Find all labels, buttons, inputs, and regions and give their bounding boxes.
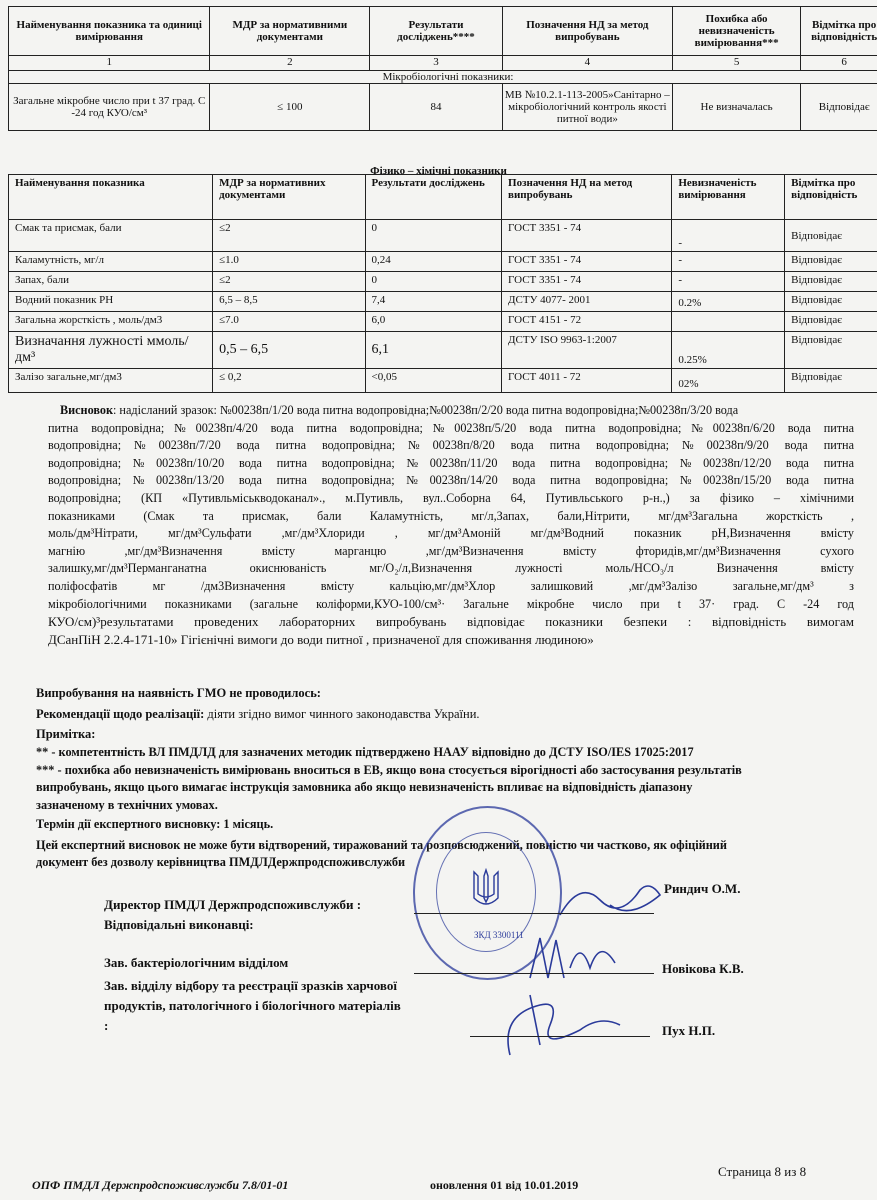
column-number: 4 (502, 56, 672, 71)
table-header-row (9, 175, 877, 220)
bacteriology-head-title: Зав. бактеріологічним відділом (104, 955, 289, 970)
sampling-head-title-line: продуктів, патологічного і біологічного матеріалів (104, 998, 401, 1013)
header-cell: Результати досліджень (365, 175, 501, 220)
error-value: - (672, 272, 785, 292)
conclusion-line: мікробіологічними показниками (загальне коліформи,КУО-100/см³· Загальне мікробне число при t 37· град. С -24 год (48, 596, 854, 611)
table-row (9, 312, 877, 332)
director-line (414, 913, 654, 914)
error-value: - (672, 252, 785, 272)
stamp-code: ЗКД 3300111 (474, 930, 524, 940)
signature-director (550, 870, 680, 930)
copy-restriction: Цей експертний висновок не може бути відтворений, тиражований та розповсюджений, повністю чи частково, як офіційний (36, 837, 727, 852)
method-value: ГОСТ 3351 - 74 (502, 220, 672, 252)
note-line: випробувань, якщо цього вимагає інструкція замовника або якщо невизначеність впливає на відповідність діапазону (36, 780, 693, 794)
indicator-name: Загальне мікробне число при t 37 град. С -24 год КУО/см³ (9, 84, 210, 131)
indicator-name: Запах, бали (9, 272, 213, 292)
error-value (672, 312, 785, 332)
table-row (9, 252, 877, 272)
error-value: 0.25% (672, 332, 785, 369)
mdr-value: ≤2 (213, 272, 365, 292)
result-value: 7,4 (365, 292, 501, 312)
conclusion-line: КУО/см)³результатами проведених лабораторних випробувань відповідає показники безпеки : відповідність вимогам (48, 614, 854, 630)
table-row (9, 84, 877, 131)
mark-value: Відповідає (785, 332, 877, 369)
mdr-value: ≤2 (213, 220, 365, 252)
header-cell: Найменування показника (9, 175, 213, 220)
conclusion-line: залишку,мг/дм³Перманганатна окиснюваність мг/О₂/л,Визначення лужності моль/НСО₃/л Визначення вмісту (48, 561, 854, 576)
notes-label: Примітка: (36, 727, 96, 741)
column-number: 3 (370, 56, 503, 71)
note-line: ** - компетентність ВЛ ПМДЛД для зазначених методик підтверджено НААУ відповідно до ДСТУ ISO/IES 17025:2017 (36, 745, 694, 759)
header-cell: МДР за нормативних документами (213, 175, 365, 220)
conclusion-line: водопровідна;№00238п/10/20 вода питна водопровідна;№00238п/11/20 вода питна водопровідна;№00238п/12/20 вода питна (48, 455, 854, 470)
table-header-row (9, 7, 877, 56)
header-cell: Найменування показника та одиниці вимірювання (9, 7, 210, 56)
mark-value: Відповідає (785, 312, 877, 332)
method-value: ГОСТ 4151 - 72 (502, 312, 672, 332)
mark-value: Відповідає (785, 252, 877, 272)
indicator-name: Визначання лужності ммоль/дм³ (9, 332, 213, 369)
sampling-head-name: Пух Н.П. (662, 1023, 716, 1038)
conclusion-line: водопровідна;№00238п/7/20 вода питна водопровідна;№00238п/8/20 вода питна водопровідна;№00238п/9/20 вода питна (48, 438, 854, 453)
gmo-note: Випробування на наявність ГМО не проводилось: (36, 686, 321, 700)
sampling-head-title (104, 976, 401, 1036)
header-cell: Відмітка про відповідність (785, 175, 877, 220)
trident-icon (470, 868, 502, 912)
conclusion-line: питна водопровідна;№00238п/4/20 вода питна водопровідна;№00238п/5/20 вода питна водопровідна;№00238п/6/20 вода питна (48, 420, 854, 435)
mark-value: Відповідає (785, 220, 877, 252)
sampling-head-title-line: : (104, 1018, 109, 1033)
result-value: 0,24 (365, 252, 501, 272)
conclusion-line: : надісланий зразок: №00238п/1/20 вода питна водопровідна;№00238п/2/20 вода питна водопровідна;№00238п/3/20 вода (113, 403, 739, 417)
method-value: ДСТУ ISO 9963-1:2007 (502, 332, 672, 369)
column-number: 6 (801, 56, 877, 71)
method-value: ГОСТ 3351 - 74 (502, 252, 672, 272)
mdr-value: ≤ 100 (210, 84, 370, 131)
section-title: Мікробіологічні показники: (9, 71, 877, 84)
recommendations-text: діяти згідно вимог чинного законодавства України. (204, 707, 480, 721)
conclusion-line: ДСанПіН 2.2.4-171-10» Гігієнічні вимоги до води питної , призначеної для споживання людиною» (48, 631, 594, 647)
result-value: 0 (365, 272, 501, 292)
method-value: ДСТУ 4077- 2001 (502, 292, 672, 312)
note-line: *** - похибка або невизначеність вимірювань вноситься в ЕВ, якщо вона стосується вірогідності або застосування результатів (36, 762, 742, 777)
header-cell: Невизначеність вимірювання (672, 175, 785, 220)
table-row (9, 272, 877, 292)
header-cell: Результати досліджень**** (370, 7, 503, 56)
header-cell: Відмітка про відповідність (801, 7, 877, 56)
mdr-value: ≤1.0 (213, 252, 365, 272)
mark-value: Відповідає (785, 369, 877, 393)
column-number-row (9, 56, 877, 71)
note-line: зазначеному в технічних умовах. (36, 797, 218, 812)
indicator-name: Водний показник РН (9, 292, 213, 312)
header-cell: Позначення НД на метод випробувань (502, 175, 672, 220)
mark-value: Відповідає (801, 84, 877, 131)
update-note: оновлення 01 від 10.01.2019 (430, 1178, 579, 1192)
mdr-value: 6,5 – 8,5 (213, 292, 365, 312)
table-row (9, 220, 877, 252)
result-value: 0 (365, 220, 501, 252)
result-value: 84 (370, 84, 503, 131)
error-value: 02% (672, 369, 785, 393)
conclusion-line: поліфосфатів мг /дм3Визначення вмісту кальцію,мг/дм³Хлор залишковий ,мг/дм³Залізо загальне,мг/дм³ з (48, 578, 854, 593)
result-value: 6,1 (365, 332, 501, 369)
physico-chemical-table (8, 174, 877, 393)
conclusion-line: показниками (Смак та присмак, бали Каламутність, мг/л,Запах, бали,Нітрити, мг/дм³Загальна жорсткість , (48, 508, 854, 523)
signature-bacteriology (520, 928, 640, 988)
method-value: ГОСТ 4011 - 72 (502, 369, 672, 393)
conclusion-block (48, 402, 854, 648)
microbiology-table (8, 6, 877, 131)
copy-restriction: документ без дозволу керівництва ПМДЛДержпродспоживслужби (36, 855, 406, 869)
mark-value: Відповідає (785, 272, 877, 292)
director-name: Риндич О.М. (664, 881, 741, 896)
indicator-name: Каламутність, мг/л (9, 252, 213, 272)
indicator-name: Смак та присмак, бали (9, 220, 213, 252)
conclusion-line: водопровідна; (КП «Путивльміськводоканал»., м.Путивль, вул..Соборна 64, Путивльського р-н.,) за фізико – хімічними (48, 490, 854, 505)
table-row (9, 292, 877, 312)
form-code: ОПФ ПМДЛ Держпродспоживслужби 7.8/01-01 (32, 1178, 289, 1192)
result-value: <0,05 (365, 369, 501, 393)
conclusion-line: магнію ,мг/дм³Визначення вмісту марганцю ,мг/дм³Визначення вмісту фторидів,мг/дм³Визначення сухого (48, 543, 854, 558)
header-cell: МДР за нормативними документами (210, 7, 370, 56)
page-number: Страница 8 из 8 (718, 1164, 807, 1179)
error-value: 0.2% (672, 292, 785, 312)
recommendations (36, 707, 480, 722)
indicator-name: Загальна жорсткість , моль/дм3 (9, 312, 213, 332)
bacteriology-line (414, 973, 654, 974)
header-cell: Позначення НД за метод випробувань (502, 7, 672, 56)
mdr-value: ≤ 0,2 (213, 369, 365, 393)
section-title-physchem: Фізико – хімічні показники (370, 165, 507, 177)
column-number: 1 (9, 56, 210, 71)
error-value: - (672, 220, 785, 252)
column-number: 2 (210, 56, 370, 71)
sampling-head-title-line: Зав. відділу відбору та реєстрації зразків харчової (104, 978, 397, 993)
indicator-name: Залізо загальне,мг/дм3 (9, 369, 213, 393)
conclusion-label: Висновок (60, 403, 113, 417)
table-row (9, 332, 877, 369)
recommendations-label: Рекомендації щодо реалізації: (36, 707, 205, 721)
bacteriology-head-name: Новікова К.В. (662, 961, 744, 976)
result-value: 6,0 (365, 312, 501, 332)
method-value: ГОСТ 3351 - 74 (502, 272, 672, 292)
header-cell: Похибка або невизначеність вимірювання*** (672, 7, 800, 56)
sampling-line (470, 1036, 650, 1037)
conclusion-line: водопровідна;№00238п/13/20 вода питна водопровідна;№00238п/14/20 вода питна водопровідна;№00238п/15/20 вода питна (48, 473, 854, 488)
director-title: Директор ПМДЛ Держпродспоживслужби : (104, 897, 362, 912)
mark-value: Відповідає (785, 292, 877, 312)
section-row (9, 71, 877, 84)
column-number: 5 (672, 56, 800, 71)
method-value: МВ №10.2.1-113-2005»Санітарно – мікробіологічний контроль якості питної води» (502, 84, 672, 131)
table-row (9, 369, 877, 393)
validity-term: Термін дії експертного висновку: 1 місяць. (36, 817, 274, 831)
error-value: Не визначалась (672, 84, 800, 131)
conclusion-line: моль/дм³Нітрати, мг/дм³Сульфати ,мг/дм³Хлориди , мг/дм³Амоній мг/дм³Водний показник рН,Визначення вмісту (48, 526, 854, 541)
mdr-value: 0,5 – 6,5 (213, 332, 365, 369)
executors-label: Відповідальні виконавці: (104, 917, 254, 932)
signature-sampling (490, 985, 640, 1065)
mdr-value: ≤7.0 (213, 312, 365, 332)
